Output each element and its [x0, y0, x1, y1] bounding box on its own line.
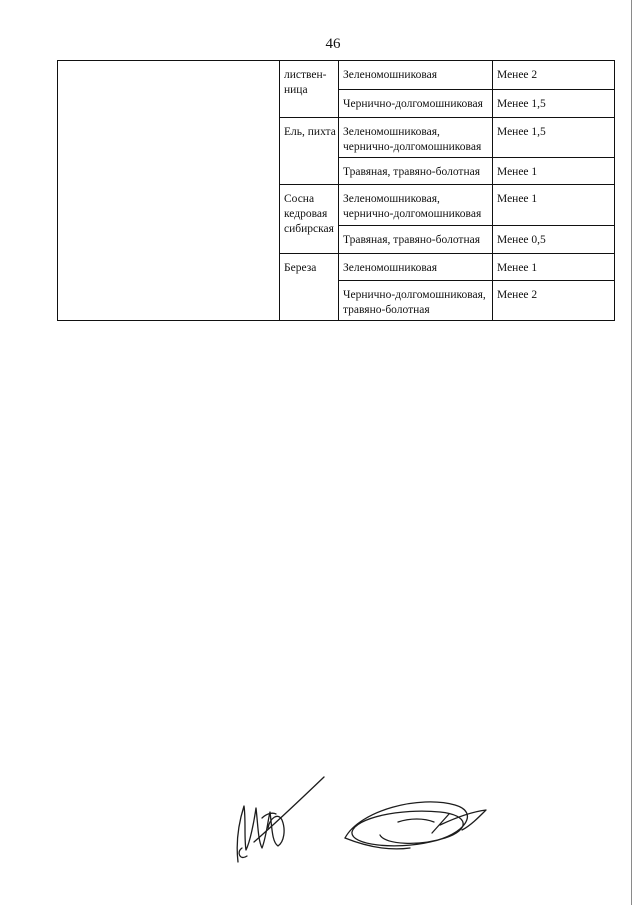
value-cell: Менее 1,5 — [493, 118, 615, 158]
species-cell: Береза — [280, 254, 339, 321]
value-cell: Менее 1 — [493, 158, 615, 185]
value-cell: Менее 2 — [493, 281, 615, 321]
forest-type-cell: Зеленомошниковая — [339, 254, 493, 281]
forest-type-cell: Зеленомошниковая — [339, 61, 493, 90]
species-cell: листвен- ница — [280, 61, 339, 118]
species-cell: Сосна кедровая сибирская — [280, 185, 339, 254]
page-number: 46 — [325, 36, 341, 52]
value-cell: Менее 2 — [493, 61, 615, 90]
empty-first-column-cell — [58, 61, 280, 321]
value-cell: Менее 1 — [493, 185, 615, 226]
right-signature — [345, 802, 486, 849]
forest-type-cell: Травяная, травяно-болотная — [339, 226, 493, 254]
table-row — [58, 61, 615, 90]
page-edge-line — [631, 0, 632, 905]
forest-type-cell: Чернично-долгомошниковая, травяно-болотная — [339, 281, 493, 321]
value-cell: Менее 0,5 — [493, 226, 615, 254]
forest-type-cell: Травяная, травяно-болотная — [339, 158, 493, 185]
value-cell: Менее 1 — [493, 254, 615, 281]
left-signature — [237, 777, 324, 862]
forest-table — [57, 60, 615, 321]
forest-type-cell: Зеленомошниковая, чернично-долгомошниковая — [339, 185, 493, 226]
forest-type-cell: Чернично-долгомошниковая — [339, 90, 493, 118]
species-cell: Ель, пихта — [280, 118, 339, 185]
value-cell: Менее 1,5 — [493, 90, 615, 118]
forest-type-cell: Зеленомошниковая, чернично-долгомошниковая — [339, 118, 493, 158]
